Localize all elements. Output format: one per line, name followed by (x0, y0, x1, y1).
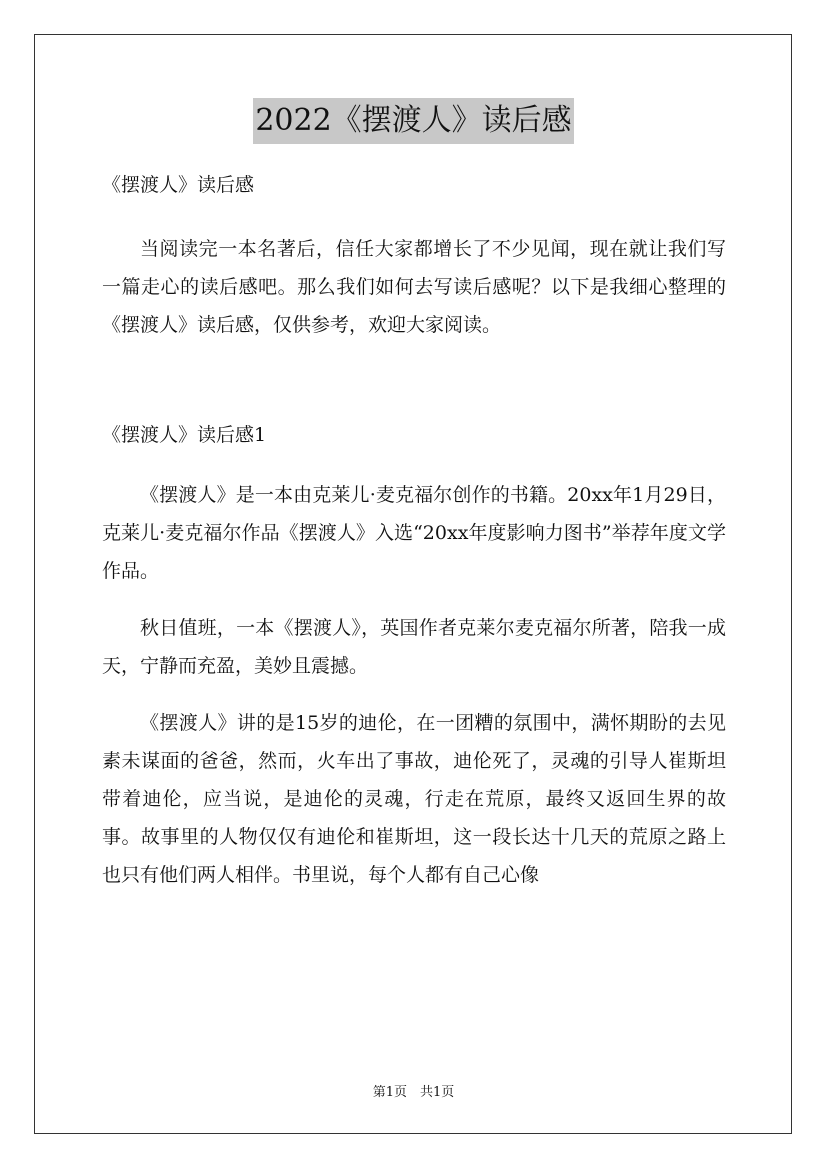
intro-paragraph[interactable]: 当阅读完一本名著后，信任大家都增长了不少见闻，现在就让我们写一篇走心的读后感吧。那么我们如何去写读后感呢？以下是我细心整理的《摆渡人》读后感，仅供参考，欢迎大家阅读。 (102, 238, 726, 336)
title-container (0, 98, 827, 144)
body-paragraph[interactable]: 秋日值班，一本《摆渡人》，英国作者克莱尔麦克福尔所著，陪我一成天，宁静而充盈，美妙且震撼。 (102, 617, 726, 677)
body-paragraph[interactable]: 《摆渡人》讲的是15岁的迪伦，在一团糟的氛围中，满怀期盼的去见素未谋面的爸爸，然而，火车出了事故，迪伦死了，灵魂的引导人崔斯坦带着迪伦，应当说，是迪伦的灵魂，行走在荒原，最终又返回生界的故事。故事里的人物仅仅有迪伦和崔斯坦，这一段长达十几天的荒原之路上也只有他们两人相伴。书里说，每个人都有自己心像 (102, 712, 726, 886)
spacer (102, 685, 726, 704)
document-title[interactable]: 2022《摆渡人》读后感 (253, 98, 573, 144)
intro-heading[interactable]: 《摆渡人》读后感 (102, 174, 255, 196)
spacer (102, 344, 726, 422)
spacer (102, 198, 726, 230)
document-body (102, 172, 726, 894)
section-heading[interactable]: 《摆渡人》读后感1 (102, 424, 267, 446)
page-footer: 第1页 共1页 (372, 1085, 455, 1100)
body-paragraph[interactable]: 《摆渡人》是一本由克莱儿·麦克福尔创作的书籍。20xx年1月29日，克莱儿·麦克福尔作品《摆渡人》入选“20xx年度影响力图书”举荐年度文学作品。 (102, 484, 726, 582)
spacer (102, 590, 726, 609)
spacer (102, 448, 726, 476)
